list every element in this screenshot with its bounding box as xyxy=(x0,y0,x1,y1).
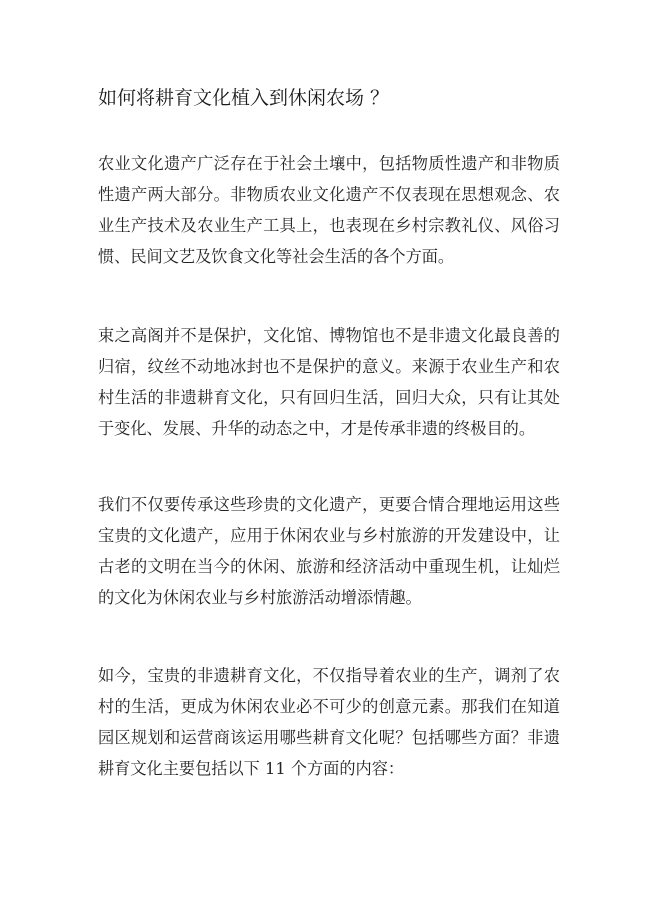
paragraph-2: 束之高阁并不是保护，文化馆、博物馆也不是非遗文化最良善的归宿，纹丝不动地冰封也不是保护的意义。来源于农业生产和农村生活的非遗耕育文化，只有回归生活，回归大众，只有让其处于变化、发展、升华的动态之中，才是传承非遗的终极目的。 xyxy=(98,326,560,438)
document-title: 如何将耕育文化植入到休闲农场 ？ xyxy=(98,87,390,109)
paragraph-1: 农业文化遗产广泛存在于社会土壤中，包括物质性遗产和非物质性遗产两大部分。非物质农业文化遗产不仅表现在思想观念、农业生产技术及农业生产工具上，也表现在乡村宗教礼仪、风俗习惯、民间文艺及饮食文化等社会生活的各个方面。 xyxy=(98,154,560,266)
paragraph-3: 我们不仅要传承这些珍贵的文化遗产，更要合情合理地运用这些宝贵的文化遗产，应用于休闲农业与乡村旅游的开发建设中，让古老的文明在当今的休闲、旅游和经济活动中重现生机，让灿烂的文化为休闲农业与乡村旅游活动增添情趣。 xyxy=(98,495,560,607)
paragraph-4: 如今，宝贵的非遗耕育文化，不仅指导着农业的生产，调剂了农村的生活，更成为休闲农业必不可少的创意元素。那我们在知道园区规划和运营商该运用哪些耕育文化呢？包括哪些方面？非遗耕育文化主要包括以下 11 个方面的内容： xyxy=(98,666,560,778)
